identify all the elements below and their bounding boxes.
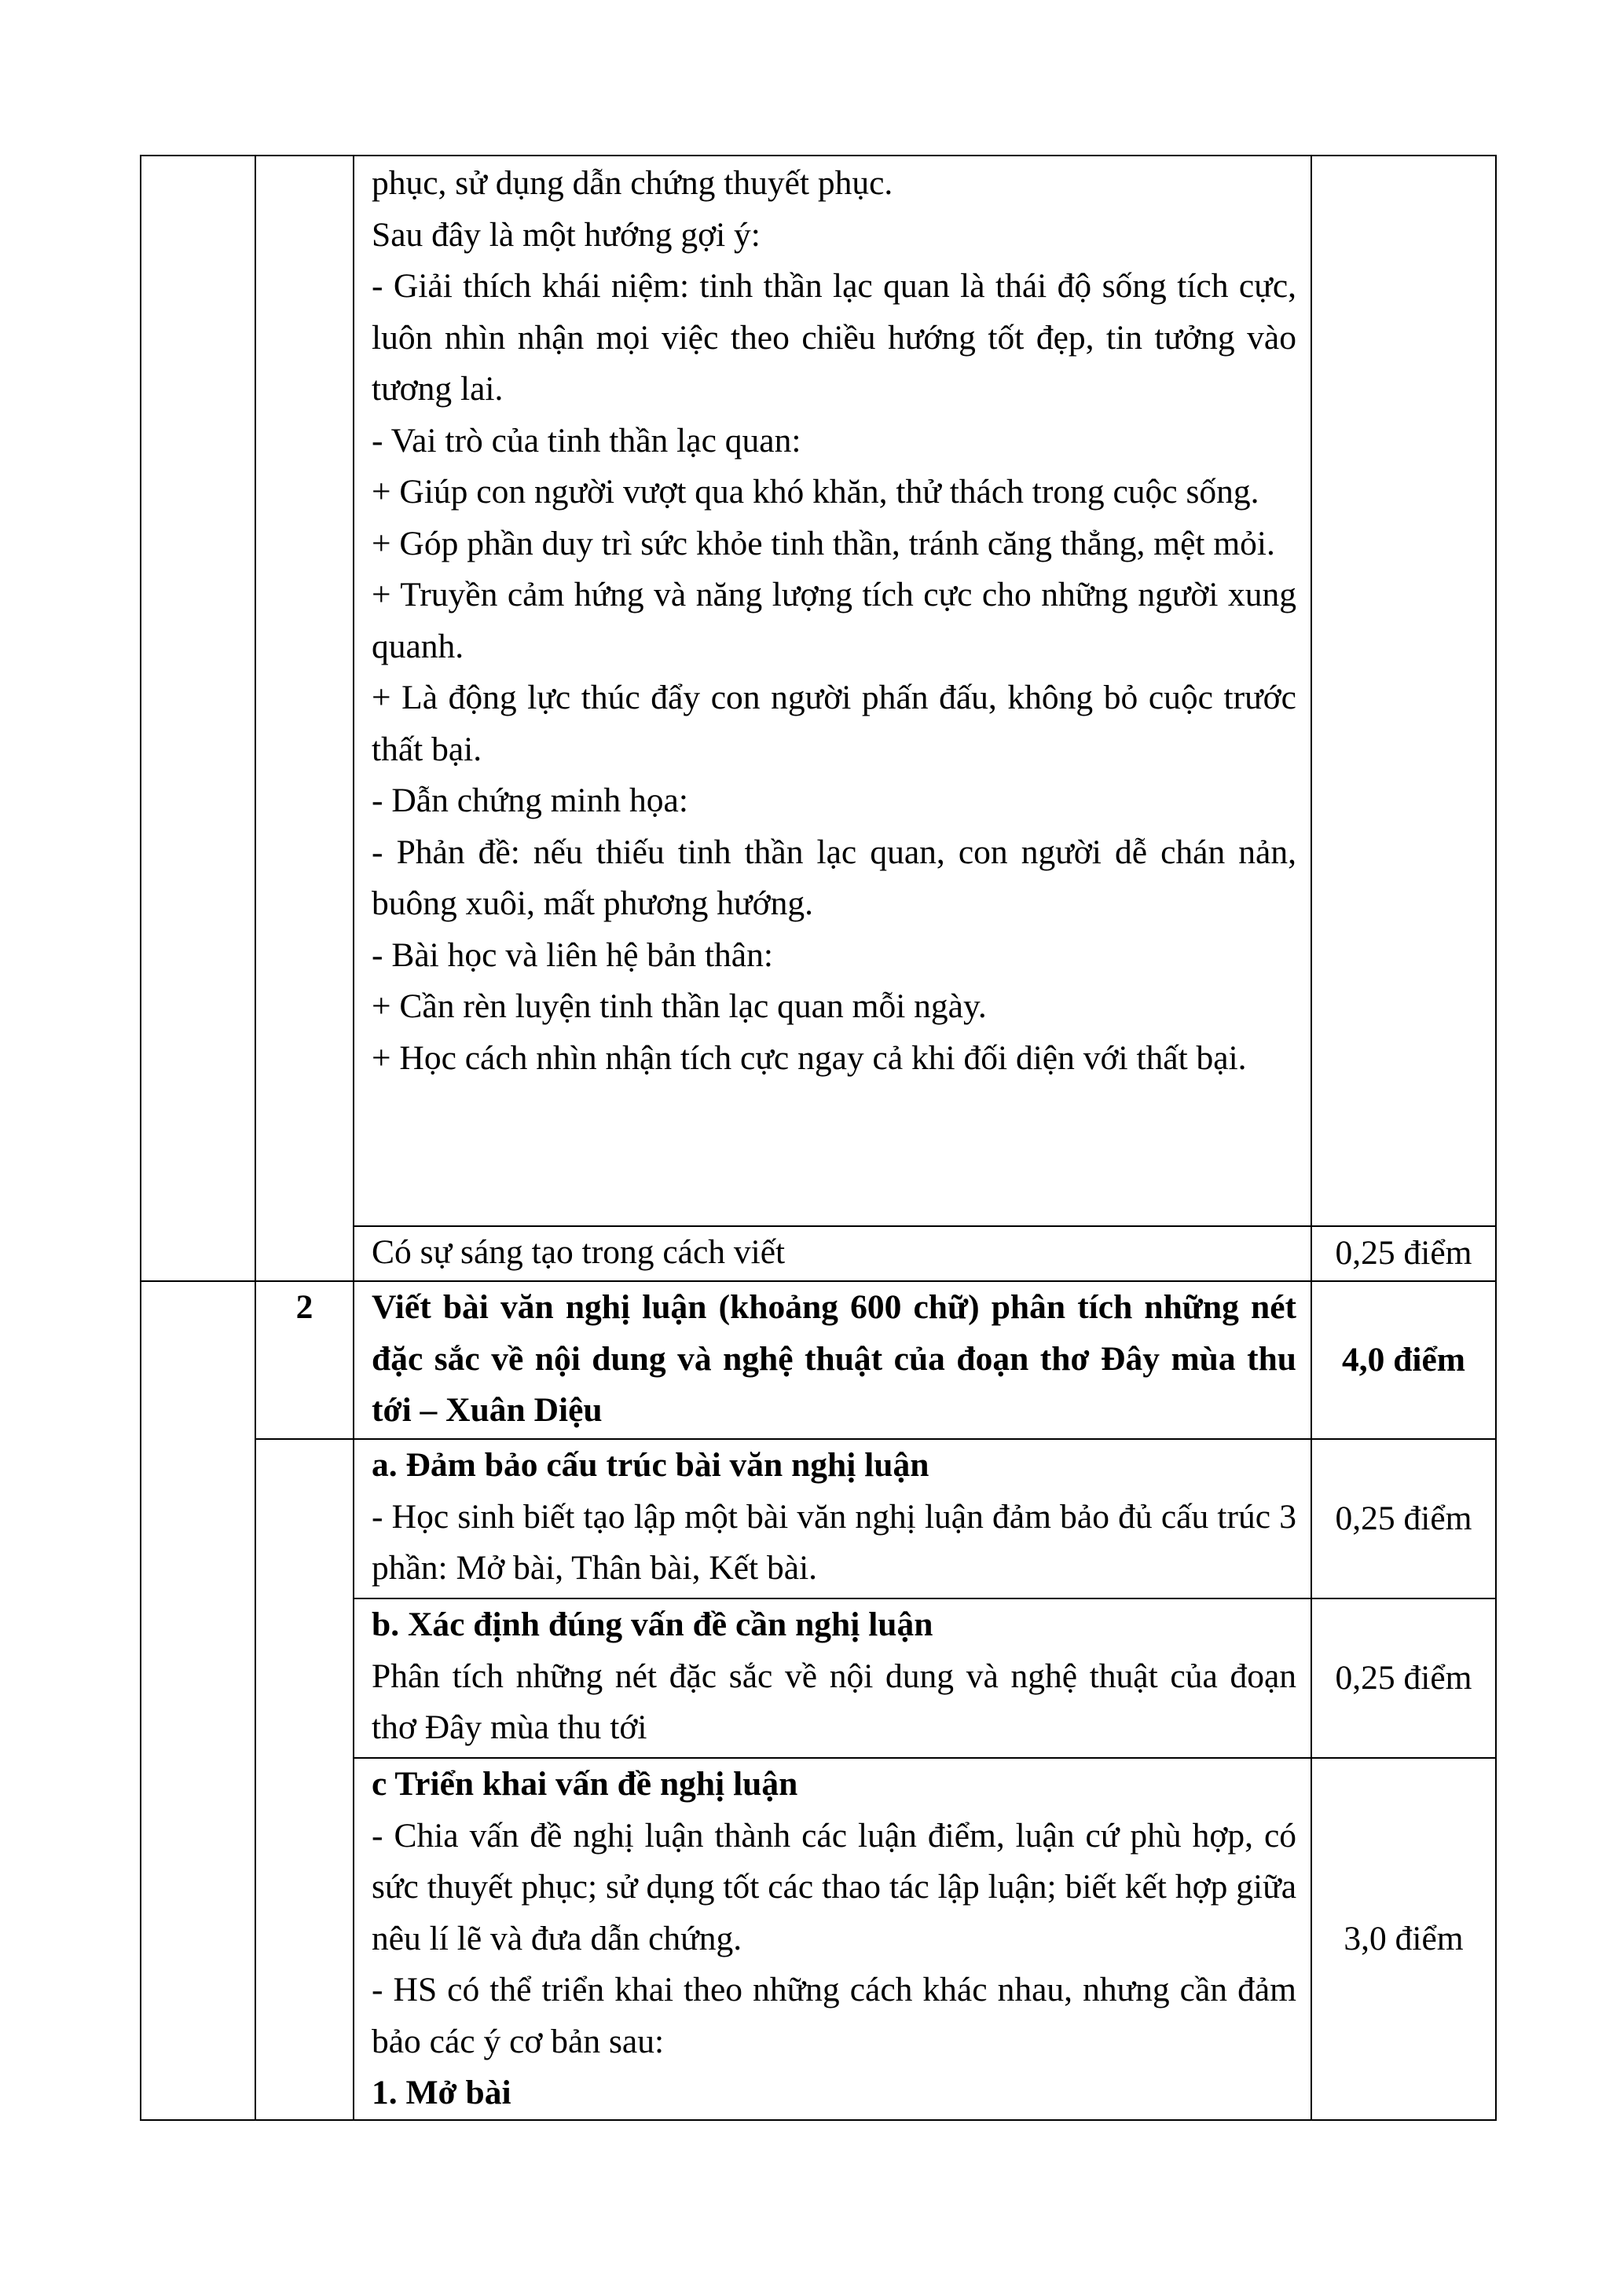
subquestion-cell-empty [255, 1439, 354, 2120]
content-line: + Là động lực thúc đẩy con người phấn đấu, không bỏ cuộc trước thất bại. [372, 679, 1296, 768]
content-cell [354, 1758, 1311, 2120]
content-line: - Vai trò của tinh thần lạc quan: [372, 421, 801, 460]
content-line: + Giúp con người vượt qua khó khăn, thử thách trong cuộc sống. [372, 473, 1259, 511]
content-cell [354, 1598, 1311, 1758]
table-row [141, 1281, 1496, 1439]
score-cell: 4,0 điểm [1311, 1281, 1496, 1439]
content-cell [354, 1281, 1311, 1439]
part-a-text: - Học sinh biết tạo lập một bài văn nghị luận đảm bảo đủ cấu trúc 3 phần: Mở bài, Thân bài, Kết bài. [372, 1497, 1296, 1587]
score-cell: 3,0 điểm [1311, 1758, 1496, 2120]
table-row [141, 1439, 1496, 1598]
creativity-text: Có sự sáng tạo trong cách viết [372, 1233, 786, 1271]
content-line: - Giải thích khái niệm: tinh thần lạc quan là thái độ sống tích cực, luôn nhìn nhận mọi việc theo chiều hướng tốt đẹp, tin tưởng vào tương lai. [372, 267, 1296, 408]
part-c-heading: c Triển khai vấn đề nghị luận [372, 1765, 798, 1803]
question-number: 2 [255, 1281, 354, 1439]
question-cell-empty [141, 1281, 255, 2120]
score-cell: 0,25 điểm [1311, 1439, 1496, 1598]
content-line: phục, sử dụng dẫn chứng thuyết phục. [372, 164, 893, 202]
content-line: + Góp phần duy trì sức khỏe tinh thần, tránh căng thẳng, mệt mỏi. [372, 524, 1275, 562]
table-row [141, 156, 1496, 1226]
grading-table [140, 155, 1497, 2121]
subquestion-cell-empty [255, 156, 354, 1281]
score-cell-empty [1311, 156, 1496, 1226]
question-title: Viết bài văn nghị luận (khoảng 600 chữ) phân tích những nét đặc sắc về nội dung và nghệ thuật của đoạn thơ Đây mùa thu tới – Xuân Diệu [372, 1288, 1296, 1429]
part-b-heading: b. Xác định đúng vấn đề cần nghị luận [372, 1606, 933, 1643]
part-c-line: - HS có thể triển khai theo những cách khác nhau, nhưng cần đảm bảo các ý cơ bản sau: [372, 1971, 1296, 2060]
content-cell [354, 1439, 1311, 1598]
content-cell [354, 1226, 1311, 1281]
content-line: + Cần rèn luyện tinh thần lạc quan mỗi ngày. [372, 987, 987, 1025]
content-line: + Truyền cảm hứng và năng lượng tích cực cho những người xung quanh. [372, 576, 1296, 665]
content-line: - Phản đề: nếu thiếu tinh thần lạc quan, con người dễ chán nản, buông xuôi, mất phương hướng. [372, 833, 1296, 922]
part-c-line: - Chia vấn đề nghị luận thành các luận điểm, luận cứ phù hợp, có sức thuyết phục; sử dụng tốt các thao tác lập luận; biết kết hợp giữa nêu lí lẽ và đưa dẫn chứng. [372, 1816, 1296, 1957]
question-cell-empty [141, 156, 255, 1281]
part-a-heading: a. Đảm bảo cấu trúc bài văn nghị luận [372, 1446, 929, 1484]
content-cell [354, 156, 1311, 1226]
part-c-subheading: 1. Mở bài [372, 2074, 511, 2111]
content-line: Sau đây là một hướng gợi ý: [372, 215, 761, 254]
score-cell: 0,25 điểm [1311, 1226, 1496, 1281]
score-cell: 0,25 điểm [1311, 1598, 1496, 1758]
content-line: - Dẫn chứng minh họa: [372, 782, 688, 819]
part-b-text: Phân tích những nét đặc sắc về nội dung và nghệ thuật của đoạn thơ Đây mùa thu tới [372, 1657, 1296, 1746]
content-line: - Bài học và liên hệ bản thân: [372, 936, 773, 974]
content-line: + Học cách nhìn nhận tích cực ngay cả khi đối diện với thất bại. [372, 1038, 1247, 1077]
